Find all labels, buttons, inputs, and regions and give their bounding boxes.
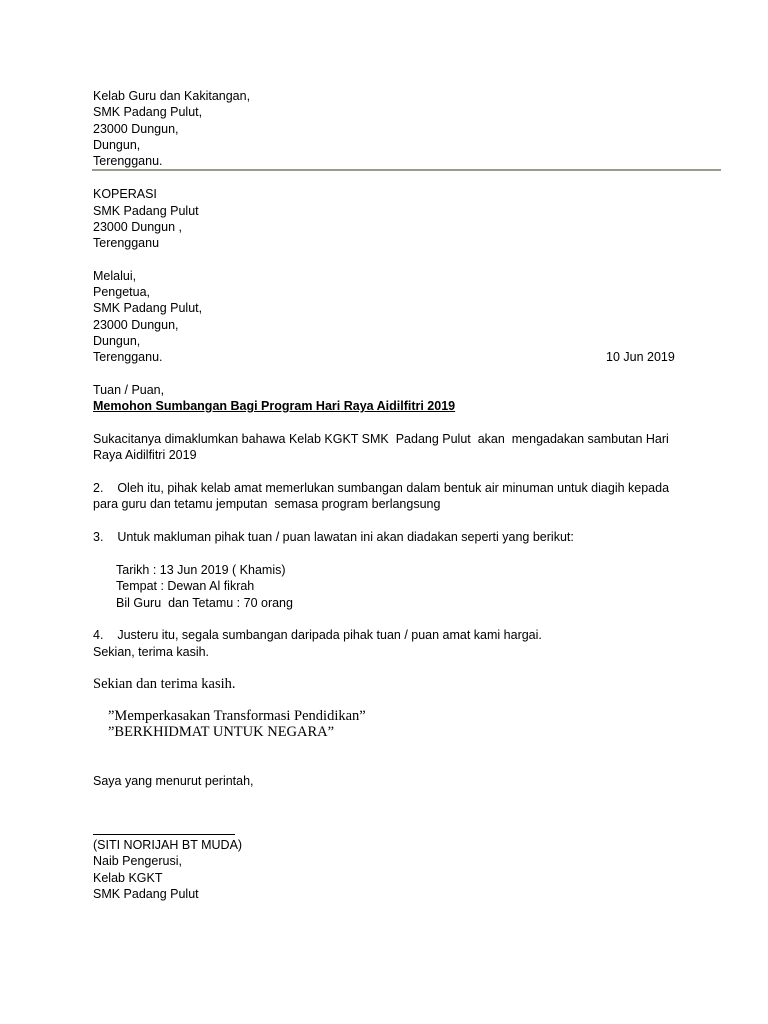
sender-line-5: Terengganu. [93,154,163,168]
via-line-5: Dungun, [93,334,141,348]
recipient-line-4: Terengganu [93,236,160,250]
via-line-1: Melalui, [93,269,137,283]
salutation: Tuan / Puan, [93,383,165,397]
detail-tarikh: Tarikh : 13 Jun 2019 ( Khamis) [116,563,286,577]
closing-line-1: Sekian, terima kasih. [93,645,210,659]
signoff: Saya yang menurut perintah, [93,774,254,788]
recipient-line-1: KOPERASI [93,187,157,201]
recipient-line-2: SMK Padang Pulut [93,204,199,218]
via-line-2: Pengetua, [93,285,150,299]
header-divider [92,169,721,171]
subject-line: Memohon Sumbangan Bagi Program Hari Raya Aidilfitri 2019 [93,399,456,413]
recipient-line-3: 23000 Dungun , [93,220,182,234]
via-line-4: 23000 Dungun, [93,318,179,332]
signature-line [93,834,235,835]
paragraph-2-line-2: para guru dan tetamu jemputan semasa program berlangsung [93,497,441,511]
paragraph-1-line-1: Sukacitanya dimaklumkan bahawa Kelab KGKT SMK Padang Pulut akan mengadakan sambutan Hari [93,432,669,446]
sender-line-2: SMK Padang Pulut, [93,105,203,119]
motto-1: ”Memperkasakan Transformasi Pendidikan” [108,708,366,724]
via-line-6: Terengganu. [93,350,163,364]
paragraph-3: 3. Untuk makluman pihak tuan / puan lawatan ini akan diadakan seperti yang berikut: [93,530,574,544]
signatory-name: (SITI NORIJAH BT MUDA) [93,838,243,852]
detail-bil: Bil Guru dan Tetamu : 70 orang [116,596,293,610]
paragraph-1-line-2: Raya Aidilfitri 2019 [93,448,197,462]
closing-line-2: Sekian dan terima kasih. [93,676,236,692]
via-line-3: SMK Padang Pulut, [93,301,203,315]
signatory-title: Naib Pengerusi, [93,854,182,868]
sender-line-1: Kelab Guru dan Kakitangan, [93,89,251,103]
signatory-org: Kelab KGKT [93,871,163,885]
sender-line-4: Dungun, [93,138,141,152]
signatory-school: SMK Padang Pulut [93,887,199,901]
paragraph-2-line-1: 2. Oleh itu, pihak kelab amat memerlukan sumbangan dalam bentuk air minuman untuk diagih kepada [93,481,670,495]
detail-tempat: Tempat : Dewan Al fikrah [116,579,255,593]
letter-date: 10 Jun 2019 [606,350,675,364]
motto-2: ”BERKHIDMAT UNTUK NEGARA” [108,724,335,740]
sender-line-3: 23000 Dungun, [93,122,179,136]
paragraph-4: 4. Justeru itu, segala sumbangan daripada pihak tuan / puan amat kami hargai. [93,628,542,642]
